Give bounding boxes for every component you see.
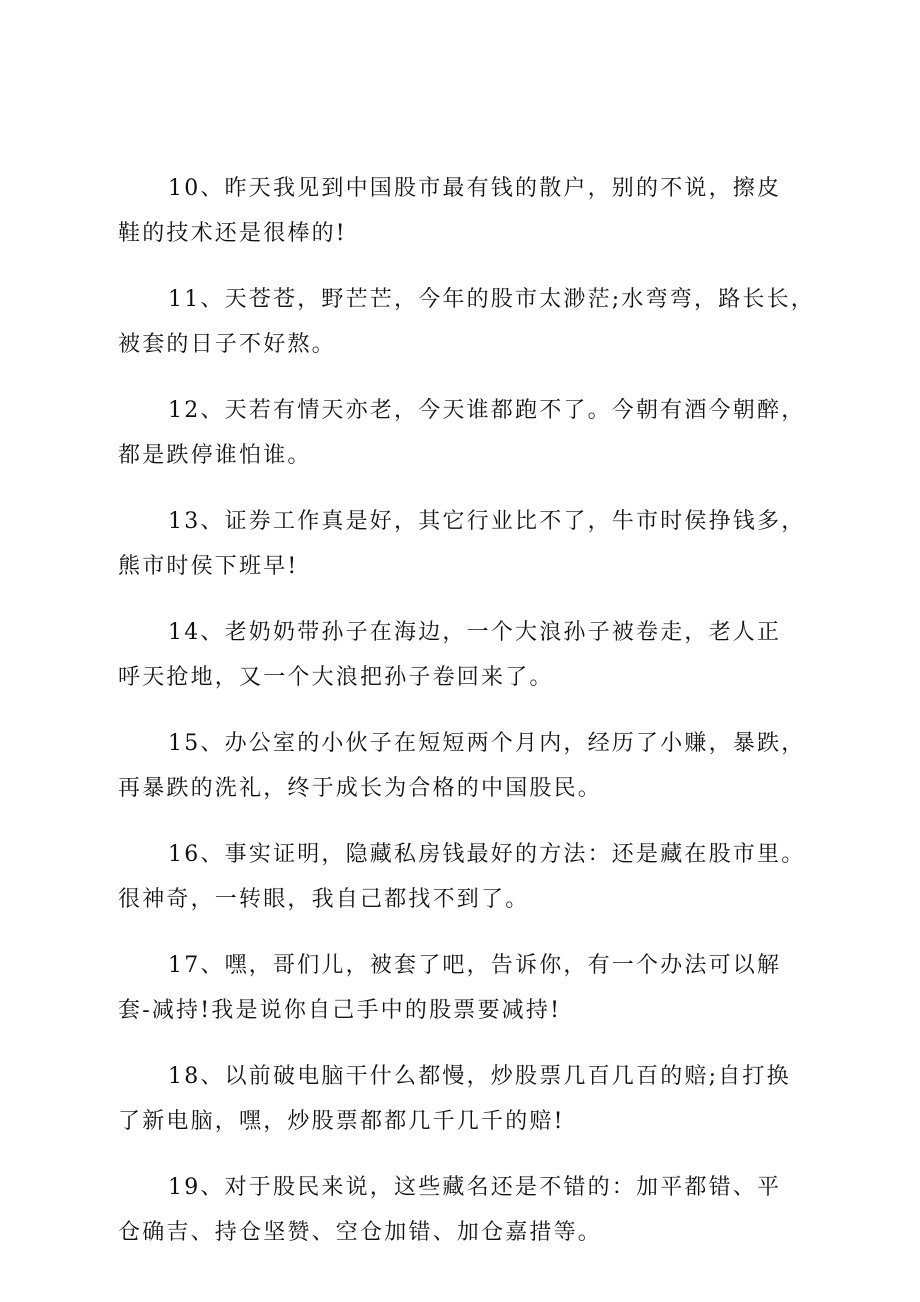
joke-line-second: 再暴跌的洗礼，终于成长为合格的中国股民。 [118, 776, 603, 801]
joke-item-13 [118, 499, 818, 589]
joke-line-second: 鞋的技术还是很棒的! [118, 221, 347, 246]
joke-line-first: 12、天若有情天亦老，今天谁都跑不了。今朝有酒今朝醉， [168, 398, 806, 423]
joke-line-second: 被套的日子不好熬。 [118, 332, 336, 357]
joke-item-10 [118, 166, 818, 256]
joke-item-16 [118, 832, 818, 922]
joke-line-first: 14、老奶奶带孙子在海边，一个大浪孙子被卷走，老人正 [168, 620, 782, 645]
joke-line-second: 都是跌停谁怕谁。 [118, 443, 312, 468]
joke-list [118, 166, 818, 1276]
joke-line-second: 套-减持!我是说你自己手中的股票要减持! [118, 998, 562, 1023]
joke-line-first: 18、以前破电脑干什么都慢，炒股票几百几百的赔;自打换 [168, 1064, 791, 1089]
joke-item-19 [118, 1165, 818, 1255]
joke-line-first: 10、昨天我见到中国股市最有钱的散户，别的不说，擦皮 [168, 176, 782, 201]
joke-line-second: 了新电脑，嘿，炒股票都都几千几千的赔! [118, 1109, 565, 1134]
joke-line-second: 仓确吉、持仓坚赞、空仓加错、加仓嘉措等。 [118, 1220, 603, 1245]
joke-line-first: 13、证券工作真是好，其它行业比不了，牛市时侯挣钱多， [168, 509, 806, 534]
joke-line-second: 很神奇，一转眼，我自己都找不到了。 [118, 887, 530, 912]
joke-item-11 [118, 277, 818, 367]
joke-item-14 [118, 610, 818, 700]
joke-line-first: 17、嘿，哥们儿，被套了吧，告诉你，有一个办法可以解 [168, 953, 782, 978]
joke-line-first: 16、事实证明，隐藏私房钱最好的方法：还是藏在股市里。 [168, 842, 806, 867]
joke-item-12 [118, 388, 818, 478]
joke-item-17 [118, 943, 818, 1033]
joke-line-second: 呼天抢地，又一个大浪把孙子卷回来了。 [118, 665, 554, 690]
joke-item-18 [118, 1054, 818, 1144]
joke-line-first: 11、天苍苍，野芒芒，今年的股市太渺茫;水弯弯，路长长， [168, 287, 816, 312]
joke-line-first: 19、对于股民来说，这些藏名还是不错的：加平都错、平 [168, 1175, 782, 1200]
joke-item-15 [118, 721, 818, 811]
joke-line-first: 15、办公室的小伙子在短短两个月内，经历了小赚，暴跌， [168, 731, 806, 756]
joke-line-second: 熊市时侯下班早! [118, 554, 299, 579]
